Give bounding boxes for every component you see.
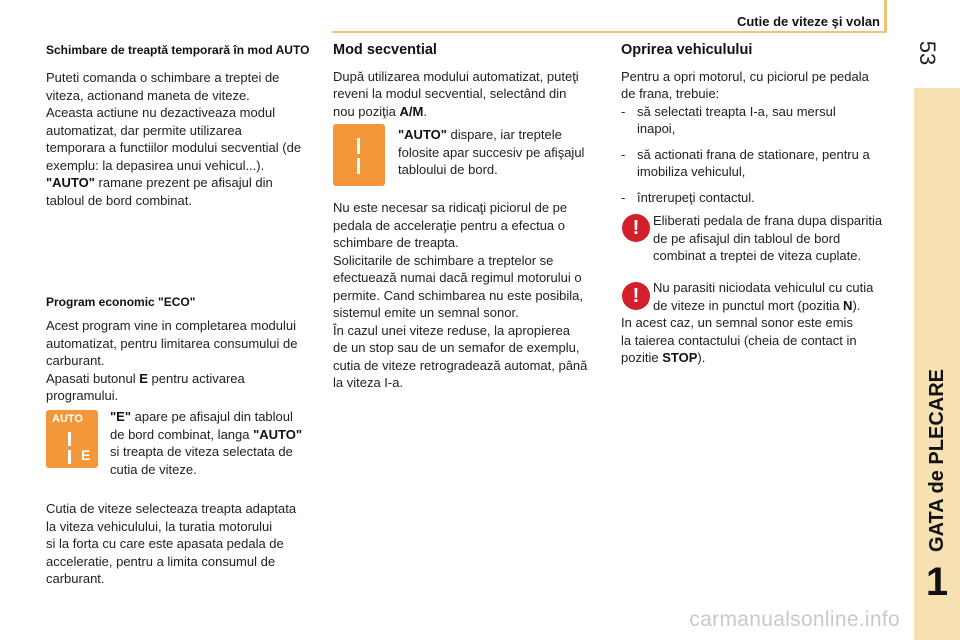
warning-continuation: In acest caz, un semnal sonor este emis la taierea contactului (cheia de contact in pozitie STOP). [621,315,857,365]
auto-label: AUTO [52,413,83,425]
sequential-note: "AUTO" dispare, iar treptele folosite apar succesiv pe afişajul tabloului de bord. [398,127,585,177]
paragraph-line: Puteti comanda o schimbare a treptei de [46,70,280,85]
paragraph-line: temporara a functiilor modului secvential (de [46,140,302,155]
chapter-number: 1 [925,560,949,604]
column-left-eco [46,296,318,405]
paragraph-line: tabloul de bord combinat. [46,192,192,208]
page-number: 53 [915,40,941,66]
section-title-eco: Program economic "ECO" [46,295,196,309]
section-title-sequential: Mod secvential [333,42,437,58]
warning-icon: ! [622,214,650,242]
auto-eco-display-icon [46,410,98,468]
watermark: carmanualsonline.info [689,608,900,631]
warning-note: Eliberati pedala de frana dupa disparitia de pe afisajul din tabloul de bord combinat a treptei de viteza cuplate. [653,213,883,263]
column-middle-body: Nu este necesar sa ridicaţi piciorul de pe pedala de acceleraţie pentru a efectua o schimbare de treapta. Solicitarile de schimbare a treptelor se efectuează numai dacă regimul motorului o permite. Cand schimbarea nu este posibila, sistemul emite un semnal sonor. În cazul unei viteze reduse, la apropierea de un stop sau de un semafor de exemplu, cutia de viteze retrogradează automat, până la viteza I-a. [333,200,588,390]
section-header-title: Cutie de viteze şi volan [736,14,880,29]
gear-segment [68,450,71,464]
paragraph-line: carburant. [46,353,105,368]
chapter-title: GATA de PLECARE [925,368,948,552]
column-right: Oprirea vehiculului Pentru a opri motorul, cu piciorul pe pedala de frana, trebuie: - să selectati treapta I-a, sau mersul inapoi, - să actionati frana de stationare, pentru a imobiliza vehiculul, - întrerupeţi contactul. [621,42,901,206]
paragraph-line: Aceasta actiune nu dezactiveaza modul [46,105,276,120]
warning-note: Nu parasiti niciodata vehiculul cu cutia de viteze in punctul mort (pozitia N). [653,280,874,313]
list-item: - întrerupeţi contactul. [621,189,755,205]
paragraph-line: Acest program vine in completarea modului [46,318,297,333]
paragraph-line: automatizat, dar permite utilizarea [46,122,242,138]
gear-segment [68,432,71,446]
section-title-stop-vehicle: Oprirea vehiculului [621,42,753,58]
column-left [46,44,318,209]
list-item: - să selectati treapta I-a, sau mersul inapoi, [621,103,836,136]
column-middle: Mod secvential După utilizarea modului automatizat, puteţi reveni la modul secvential, selectând din nou poziţia A/M. [333,42,605,120]
paragraph-line: viteza, actionand maneta de viteze. [46,87,250,103]
warning-icon: ! [622,282,650,310]
column-left-bottom: Cutia de viteze selecteaza treapta adaptata la viteza vehiculului, la turatia motorului si la forta cu care este apasata pedala de acceleratie, pentru a limita consumul de carburant. [46,501,297,586]
sequential-gear-display-icon [333,124,385,186]
section-title-temporary-shift: Schimbare de treaptă temporară în mod AUTO [46,43,310,57]
paragraph-line: exemplu: la depasirea unui vehicul...). [46,157,265,173]
paragraph-line: programului. [46,388,119,403]
list-item: - să actionati frana de stationare, pentru a imobiliza vehiculul, [621,146,870,179]
gear-segment [357,138,360,154]
header-rule-vertical [884,0,887,33]
paragraph-line: Apasati butonul E pentru activarea [46,370,245,386]
header-rule [332,31,886,33]
eco-note: "E" apare pe afisajul din tabloul de bord combinat, langa "AUTO" si treapta de viteza selectata de cutia de viteze. [110,409,303,477]
paragraph-line: "AUTO" ramane prezent pe afisajul din [46,175,273,190]
gear-segment [357,158,360,174]
bold-term: "AUTO" [46,175,95,190]
paragraph-line: automatizat, pentru limitarea consumului de [46,335,298,351]
eco-e-label: E [81,447,91,463]
